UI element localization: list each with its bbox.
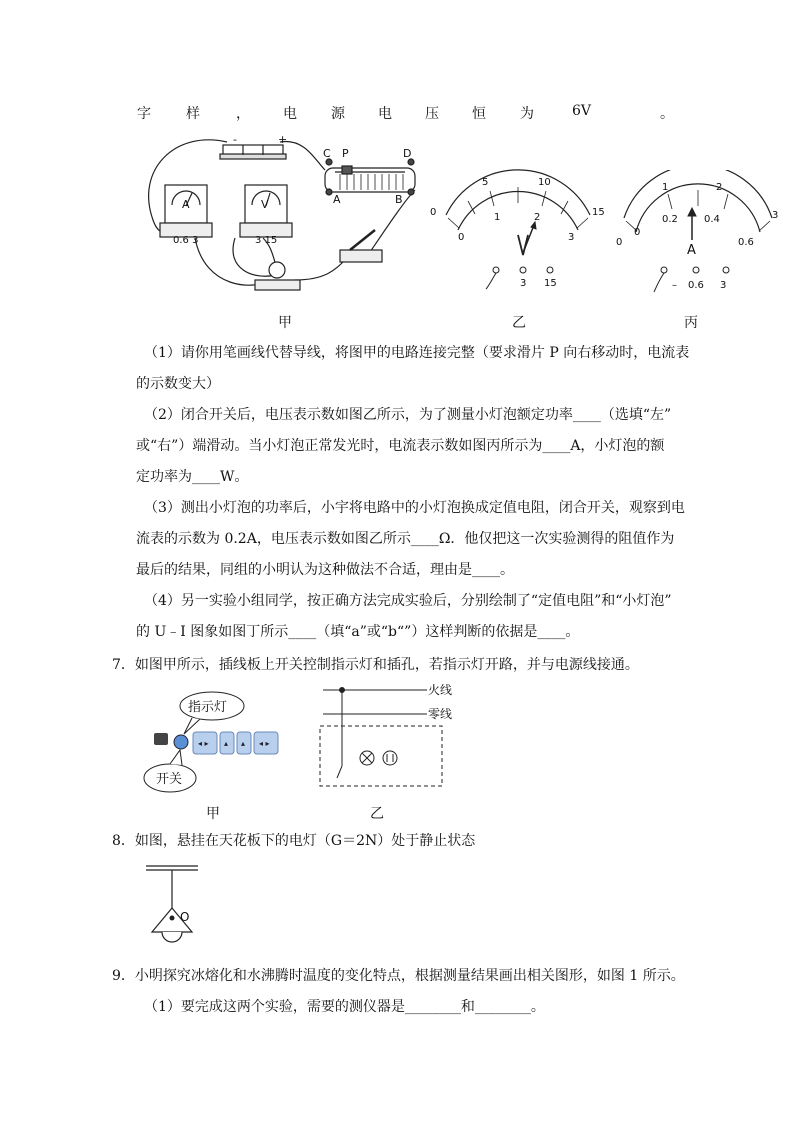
- a-outer-0: 0: [616, 237, 623, 248]
- v-term-3: 3: [520, 278, 527, 289]
- q6-p1-line2: 的示数变大）: [136, 376, 220, 392]
- a-outer-1: 1: [662, 182, 669, 193]
- v-inner-0: 0: [458, 232, 465, 243]
- battery-minus: -: [233, 133, 237, 146]
- caption-yi: 乙: [512, 315, 526, 331]
- caption-q7-yi: 乙: [370, 806, 384, 822]
- a-inner-06: 0.6: [738, 237, 754, 248]
- top-char: 恒: [472, 106, 486, 122]
- top-char: 压: [425, 106, 439, 122]
- voltmeter-symbol: V: [261, 198, 269, 211]
- a-inner-0: 0: [634, 227, 641, 238]
- bubble-switch-label: 开关: [156, 772, 183, 787]
- q6-p3-line1: （3）测出小灯泡的功率后，小宇将电路中的小灯泡换成定值电阻，闭合开关，观察到电: [144, 500, 685, 516]
- ammeter-symbol: A: [182, 198, 190, 211]
- caption-bing: 丙: [684, 315, 698, 331]
- svg-text:◂ ▸: ◂ ▸: [198, 739, 209, 748]
- top-char: 为: [520, 106, 534, 122]
- bubble-indicator-label: 指示灯: [188, 700, 228, 715]
- ammeter-terminals: 0.6 3: [173, 235, 199, 246]
- q6-p4-line2: 的 U﹣I 图象如图丁所示____（填“a”或“b“”）这样判断的依据是____。: [136, 624, 580, 640]
- q8-text: 8．如图，悬挂在天花板下的电灯（G＝2N）处于静止状态: [112, 833, 476, 849]
- top-char: 。: [660, 106, 674, 122]
- label-d: D: [403, 147, 412, 160]
- a-outer-2: 2: [716, 182, 723, 193]
- live-wire-label: 火线: [428, 683, 453, 697]
- point-o-label: O: [180, 910, 190, 924]
- caption-q7-jia: 甲: [206, 806, 220, 822]
- a-outer-3: 3: [772, 210, 779, 221]
- q9-text: 9．小明探究冰熔化和水沸腾时温度的变化特点，根据测量结果画出相关图形，如图 1 所示。: [112, 968, 685, 984]
- top-char: ，: [236, 106, 250, 122]
- q6-p4-line1: （4）另一实验小组同学，按正确方法完成实验后，分别绘制了“定值电阻”和“小灯泡”: [144, 593, 672, 609]
- a-inner-04: 0.4: [704, 214, 720, 225]
- label-a: A: [333, 193, 341, 206]
- q7-text: 7．如图甲所示，插线板上开关控制指示灯和插孔，若指示灯开路，并与电源线接通。: [112, 657, 639, 673]
- a-term-3: 3: [720, 280, 727, 291]
- a-inner-02: 0.2: [662, 214, 678, 225]
- v-inner-3: 3: [568, 232, 575, 243]
- v-outer-15: 15: [592, 207, 605, 218]
- svg-text:▴: ▴: [224, 739, 229, 748]
- voltmeter-dial: [428, 165, 608, 295]
- ammeter-dial: [612, 170, 787, 300]
- battery-plus: +: [278, 133, 288, 146]
- a-symbol: A: [687, 243, 696, 258]
- q6-p3-line3: 最后的结果，同组的小明认为这种做法不合适，理由是____。: [136, 562, 514, 578]
- top-char: 字: [137, 106, 151, 122]
- top-char: 样: [186, 106, 200, 122]
- svg-text:◂ ▸: ◂ ▸: [259, 739, 270, 748]
- top-char: 6V: [572, 103, 592, 119]
- voltmeter-terminals: 3 15: [255, 235, 278, 246]
- a-term-minus: –: [672, 280, 677, 291]
- top-char: 源: [331, 106, 345, 122]
- v-outer-10: 10: [538, 177, 551, 188]
- v-inner-2: 2: [534, 212, 541, 223]
- q9-p1: （1）要完成这两个实验，需要的测仪器是________和________。: [144, 999, 545, 1015]
- q6-p2-line1: （2）闭合开关后，电压表示数如图乙所示，为了测量小灯泡额定功率____（选填“左”: [144, 407, 672, 423]
- circuit-figure: [135, 130, 435, 305]
- svg-text:▴: ▴: [241, 739, 246, 748]
- v-outer-0: 0: [430, 207, 437, 218]
- v-inner-1: 1: [494, 212, 501, 223]
- caption-jia: 甲: [278, 315, 292, 331]
- v-term-15: 15: [544, 278, 557, 289]
- label-c: C: [323, 147, 331, 160]
- q6-p2-line2: 或“右”）端滑动。当小灯泡正常发光时，电流表示数如图丙所示为____A，小灯泡的额: [136, 438, 665, 454]
- a-term-06: 0.6: [688, 280, 704, 291]
- v-outer-5: 5: [482, 177, 489, 188]
- label-p: P: [342, 147, 349, 160]
- label-b: B: [395, 193, 403, 206]
- q6-p1-line1: （1）请你用笔画线代替导线，将图甲的电路连接完整（要求滑片 P 向右移动时，电流表: [144, 345, 690, 361]
- top-char: 电: [378, 106, 392, 122]
- q6-p2-line3: 定功率为____W。: [136, 469, 249, 485]
- wiring-diagram: [315, 678, 470, 803]
- hanging-lamp-figure: [140, 858, 210, 953]
- top-char: 电: [283, 106, 297, 122]
- power-strip-figure: [140, 688, 290, 798]
- q6-p3-line2: 流表的示数为 0.2A，电压表示数如图乙所示____Ω．他仅把这一次实验测得的阻值作为: [136, 531, 675, 547]
- neutral-wire-label: 零线: [428, 707, 453, 721]
